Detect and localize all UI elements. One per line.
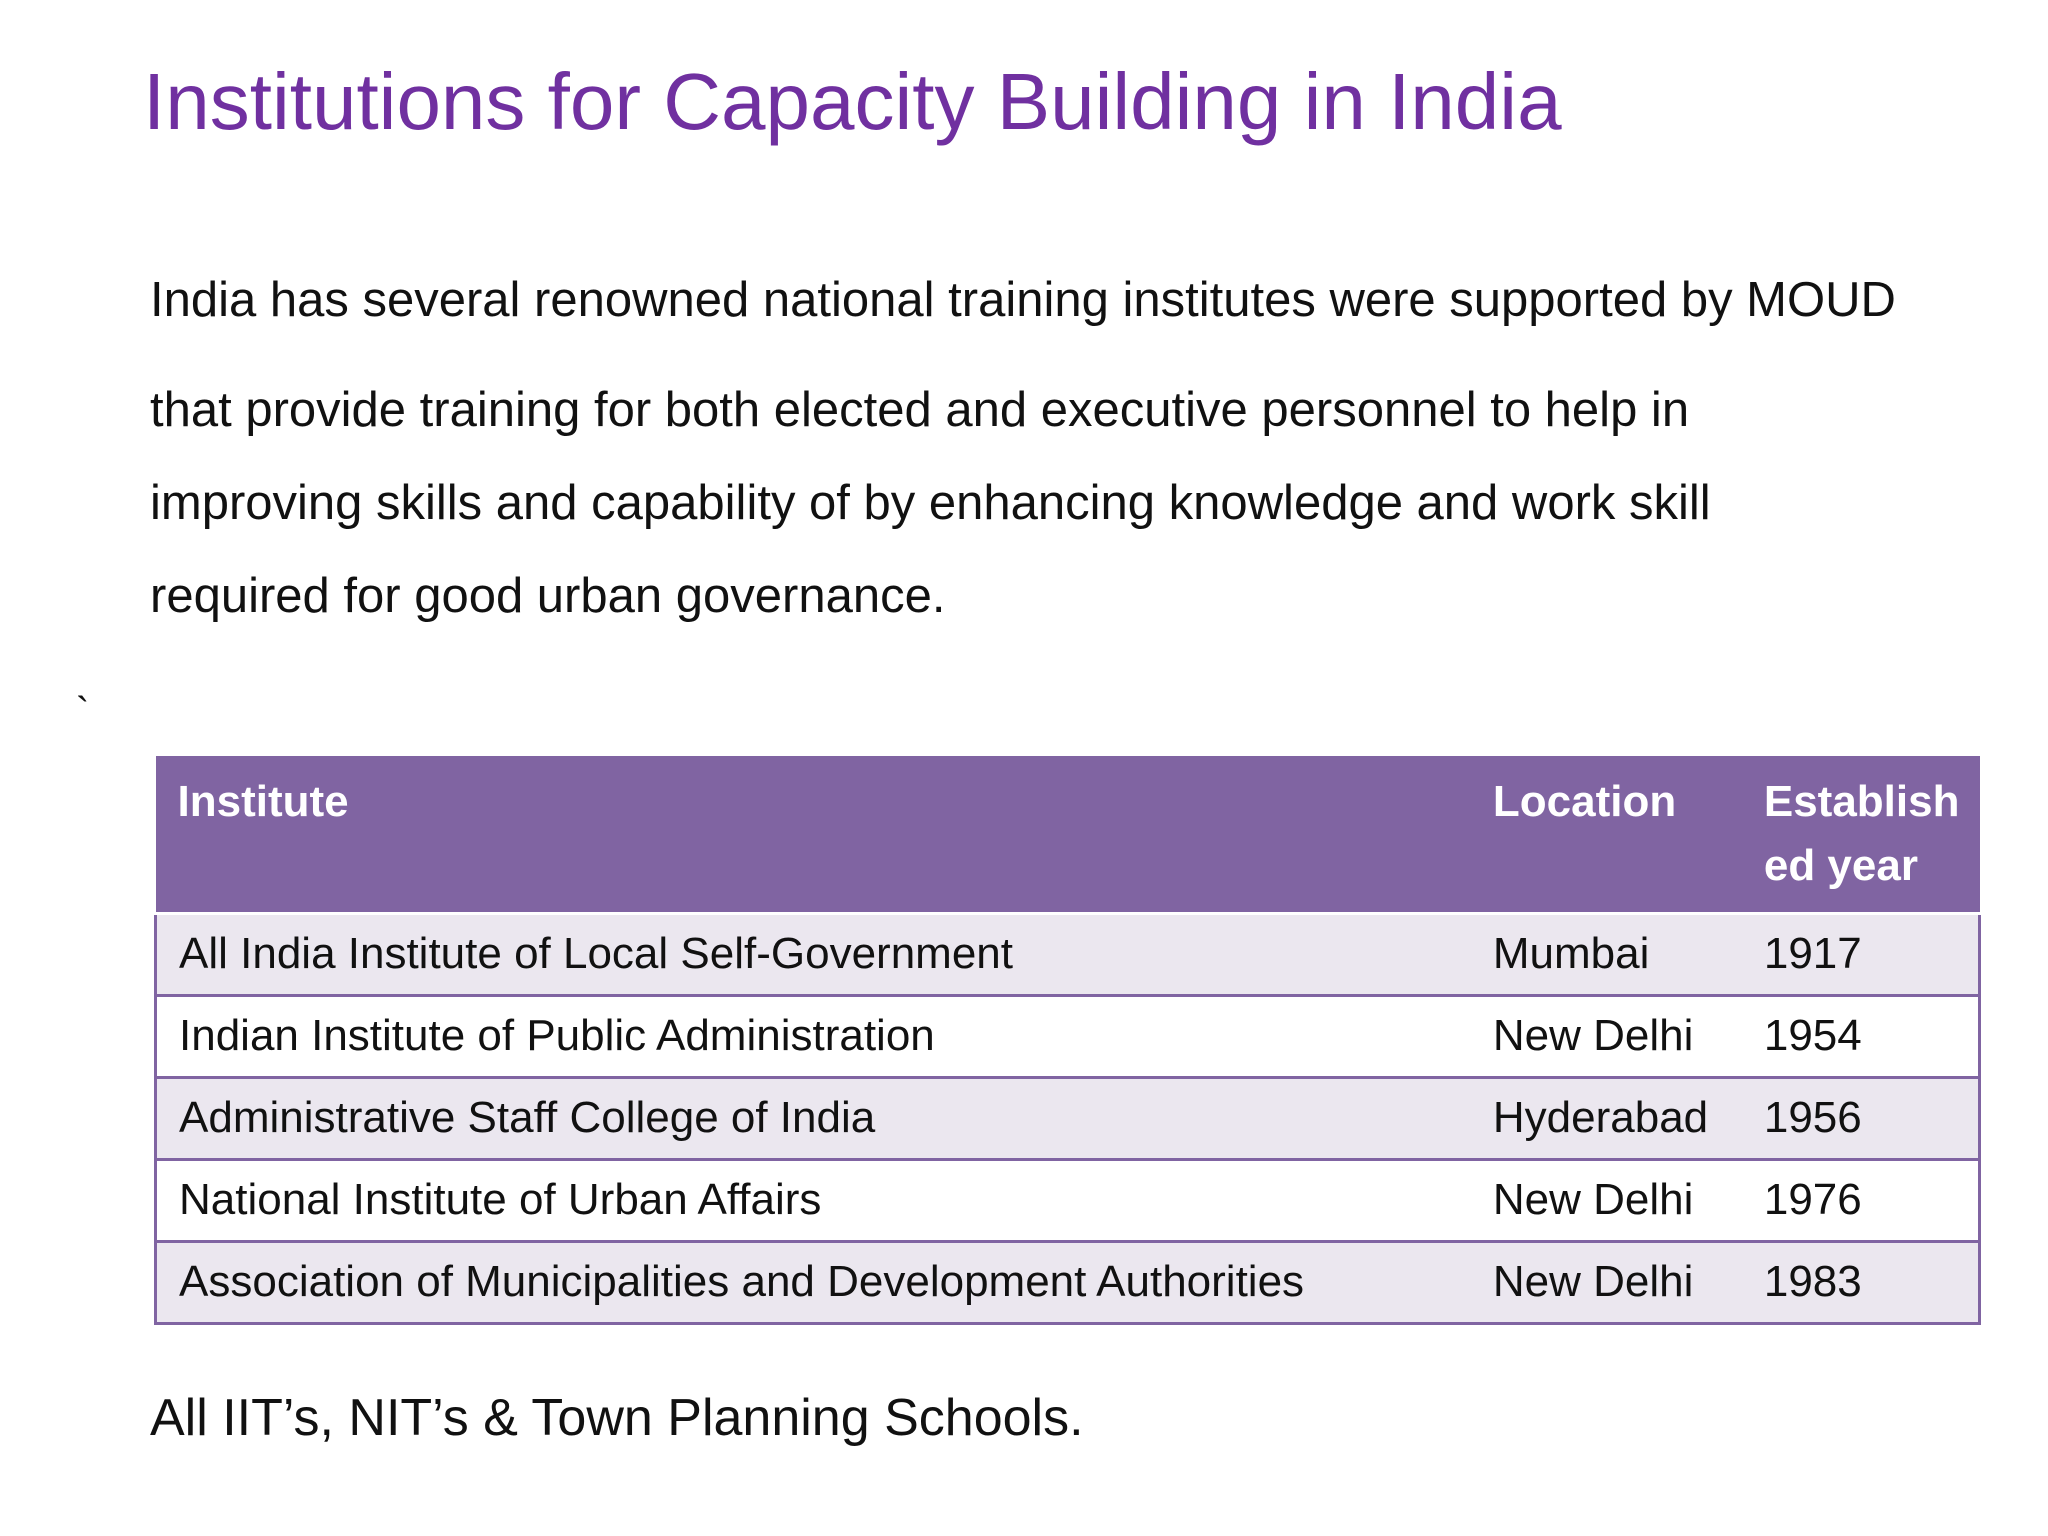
cell-location: Mumbai (1492, 929, 1650, 979)
cell-year: 1917 (1763, 929, 1862, 979)
cell-institute: Administrative Staff College of India (179, 1093, 876, 1143)
table-row (156, 913, 1980, 995)
cell-institute: All India Institute of Local Self-Government (179, 929, 1013, 979)
table-row (156, 1241, 1980, 1323)
cell-institute: National Institute of Urban Affairs (179, 1175, 822, 1225)
table-row (156, 1077, 1980, 1159)
cell-institute: Indian Institute of Public Administration (179, 1011, 935, 1061)
cell-institute: Association of Municipalities and Development Authorities (179, 1257, 1305, 1307)
cell-year: 1983 (1763, 1257, 1862, 1307)
cell-location: New Delhi (1492, 1175, 1694, 1225)
intro-line-2: that provide training for both elected and executive personnel to help in (150, 383, 1690, 437)
intro-line-4: required for good urban governance. (150, 569, 946, 623)
intro-line-1: India has several renowned national training institutes were supported by MOUD (150, 273, 1896, 327)
cell-location: New Delhi (1492, 1257, 1694, 1307)
cell-year: 1954 (1763, 1011, 1862, 1061)
header-institute: Institute (156, 756, 1471, 913)
table-row (156, 1159, 1980, 1241)
header-established-year (1742, 756, 1980, 913)
slide-title: Institutions for Capacity Building in India (143, 57, 1562, 146)
header-year-line-1: Establish (1763, 777, 1960, 826)
header-year-line-2: ed year (1763, 840, 1918, 890)
cell-year: 1976 (1763, 1175, 1862, 1225)
stray-backtick: ` (76, 690, 90, 734)
cell-location: New Delhi (1492, 1011, 1694, 1061)
intro-line-3: improving skills and capability of by enhancing knowledge and work skill (150, 476, 1711, 530)
table-header-row (156, 756, 1980, 913)
footer-note: All IIT’s, NIT’s & Town Planning Schools. (150, 1389, 1084, 1447)
institutes-table (154, 756, 1981, 1325)
table-row (156, 995, 1980, 1077)
cell-year: 1956 (1763, 1093, 1862, 1143)
cell-location: Hyderabad (1492, 1093, 1709, 1143)
header-location: Location (1471, 756, 1742, 913)
